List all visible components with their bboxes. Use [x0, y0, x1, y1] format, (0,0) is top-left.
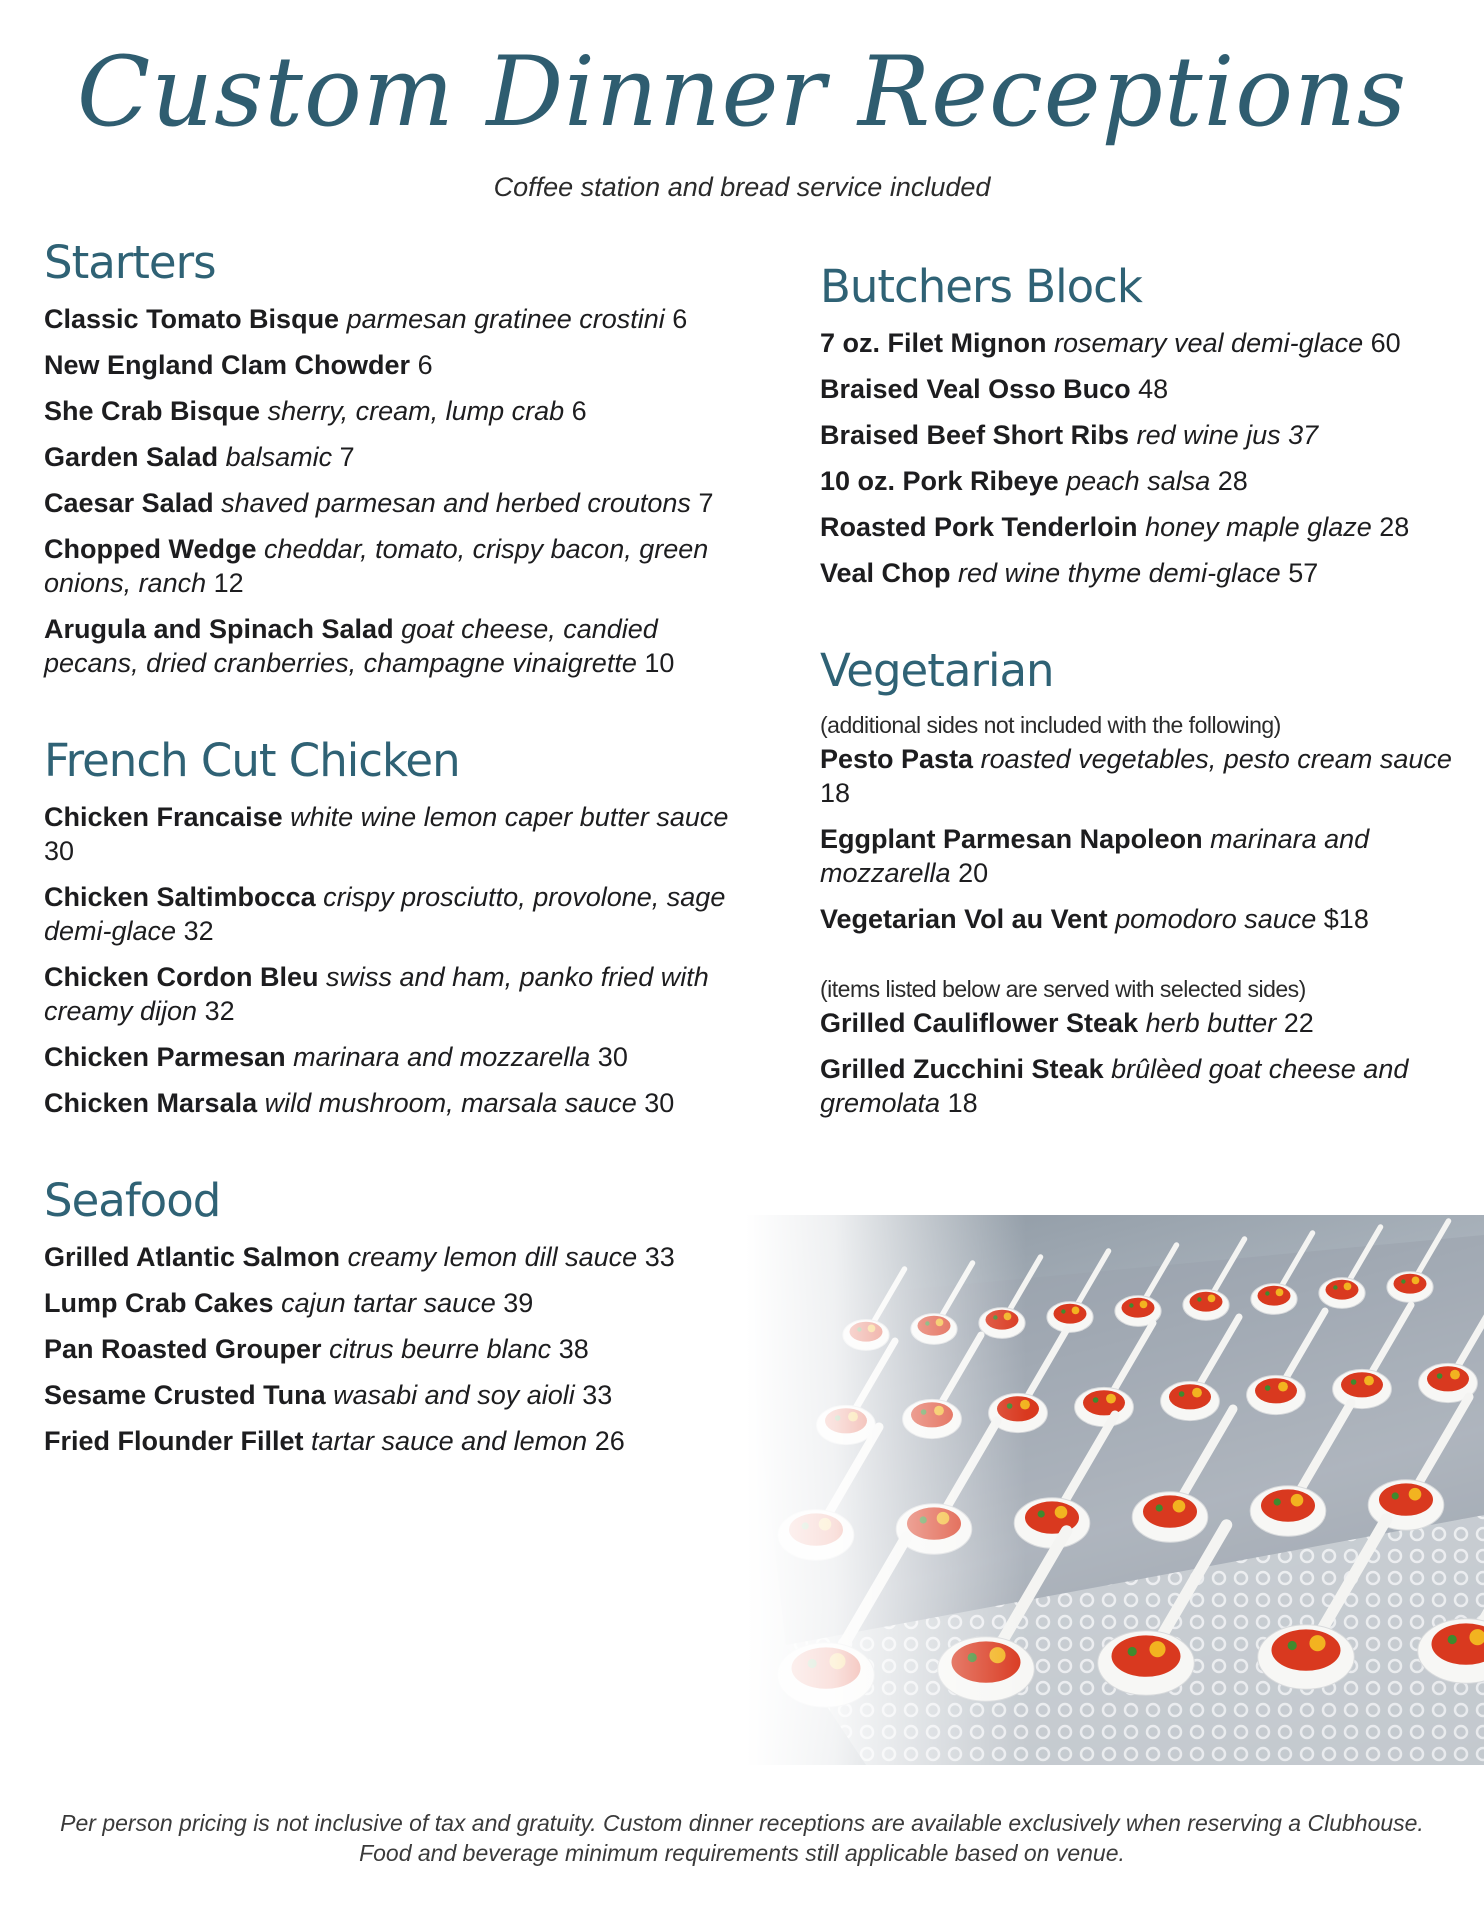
menu-item-name: Braised Veal Osso Buco — [820, 374, 1131, 404]
section-vegetarian — [820, 642, 1460, 1120]
menu-item — [820, 1006, 1460, 1040]
menu-item-name: Chicken Francaise — [44, 802, 283, 832]
menu-item-price: 18 — [947, 1088, 978, 1118]
menu-item-price: 22 — [1283, 1008, 1314, 1038]
right-column — [820, 258, 1460, 1132]
menu-item — [820, 326, 1460, 360]
menu-item — [44, 1240, 744, 1274]
menu-item-name: Sesame Crusted Tuna — [44, 1380, 326, 1410]
menu-item — [44, 1086, 744, 1120]
menu-item-description: red wine thyme demi-glace — [958, 558, 1281, 588]
menu-item — [820, 510, 1460, 544]
menu-item — [44, 1378, 744, 1412]
menu-item-name: Chicken Cordon Bleu — [44, 962, 319, 992]
menu-item-description: herb butter — [1145, 1008, 1277, 1038]
menu-item — [44, 532, 744, 600]
menu-item-description: honey maple glaze — [1145, 512, 1372, 542]
menu-item-name: Grilled Cauliflower Steak — [820, 1008, 1139, 1038]
left-column — [44, 234, 744, 1470]
menu-item-price: 60 — [1370, 328, 1401, 358]
section-title: Starters — [44, 236, 216, 289]
menu-item-description: rosemary veal demi-glace — [1054, 328, 1364, 358]
menu-item-name: Garden Salad — [44, 442, 219, 472]
menu-item — [820, 418, 1460, 452]
menu-item-description: red wine jus 37 — [1136, 420, 1319, 450]
menu-list — [820, 326, 1460, 590]
menu-list — [44, 302, 744, 680]
section-title: Seafood — [44, 1174, 221, 1227]
menu-item-price: 20 — [958, 858, 989, 888]
menu-item-name: Pan Roasted Grouper — [44, 1334, 322, 1364]
section-title: Vegetarian — [820, 644, 1054, 697]
menu-item — [44, 1286, 744, 1320]
menu-item-price: 33 — [644, 1242, 675, 1272]
menu-item-description: tartar sauce and lemon — [311, 1426, 588, 1456]
menu-item-description: white wine lemon caper butter sauce — [290, 802, 729, 832]
menu-item-price: 57 — [1288, 558, 1319, 588]
menu-item-name: 10 oz. Pork Ribeye — [820, 466, 1059, 496]
menu-item-description: citrus beurre blanc — [329, 1334, 552, 1364]
menu-item-price: 48 — [1138, 374, 1169, 404]
menu-item-description: parmesan gratinee crostini — [346, 304, 665, 334]
menu-item-price: $18 — [1323, 904, 1369, 934]
menu-item-description: marinara and mozzarella — [820, 824, 1370, 888]
menu-item — [44, 1424, 744, 1458]
menu-item-price: 6 — [672, 304, 688, 334]
menu-item-name: Pesto Pasta — [820, 744, 974, 774]
menu-item-price: 28 — [1217, 466, 1248, 496]
menu-list — [820, 1006, 1460, 1120]
section-note: (additional sides not included with the following) — [820, 712, 1281, 738]
menu-item-price: 7 — [698, 488, 714, 518]
menu-item — [820, 556, 1460, 590]
menu-item — [44, 348, 744, 382]
page-title: Custom Dinner Receptions — [76, 36, 1408, 148]
menu-item-price: 7 — [339, 442, 355, 472]
section-title: Butchers Block — [820, 260, 1142, 313]
menu-item-description: balsamic — [225, 442, 333, 472]
menu-list — [820, 742, 1460, 936]
menu-item-name: Fried Flounder Fillet — [44, 1426, 304, 1456]
menu-item-name: She Crab Bisque — [44, 396, 261, 426]
menu-item-price: 12 — [213, 568, 244, 598]
menu-item-price: 32 — [183, 916, 214, 946]
menu-item — [44, 612, 744, 680]
section-chicken — [44, 732, 744, 1120]
section-starters — [44, 234, 744, 680]
section-title: French Cut Chicken — [44, 734, 460, 787]
menu-item-description: shaved parmesan and herbed croutons — [221, 488, 691, 518]
menu-item-price: 39 — [503, 1288, 534, 1318]
menu-item — [44, 880, 744, 948]
menu-item-description: marinara and mozzarella — [293, 1042, 591, 1072]
menu-list — [44, 800, 744, 1120]
menu-item-description: roasted vegetables, pesto cream sauce — [980, 744, 1452, 774]
menu-item — [44, 800, 744, 868]
menu-item-description: wild mushroom, marsala sauce — [264, 1088, 637, 1118]
menu-item — [820, 822, 1460, 890]
menu-item-description: wasabi and soy aioli — [333, 1380, 575, 1410]
menu-item-price: 30 — [597, 1042, 628, 1072]
menu-item-name: Arugula and Spinach Salad — [44, 614, 394, 644]
menu-item-name: Chopped Wedge — [44, 534, 257, 564]
menu-item-name: Eggplant Parmesan Napoleon — [820, 824, 1203, 854]
menu-item-name: Grilled Zucchini Steak — [820, 1054, 1104, 1084]
menu-item-name: Lump Crab Cakes — [44, 1288, 274, 1318]
menu-item-description: cajun tartar sauce — [281, 1288, 496, 1318]
menu-item-name: Classic Tomato Bisque — [44, 304, 340, 334]
menu-list — [44, 1240, 744, 1458]
menu-item-price: 38 — [558, 1334, 589, 1364]
food-photo — [746, 1215, 1484, 1765]
menu-item-name: Caesar Salad — [44, 488, 214, 518]
menu-item-price: 6 — [417, 350, 433, 380]
menu-item — [820, 742, 1460, 810]
menu-item-name: Roasted Pork Tenderloin — [820, 512, 1138, 542]
menu-item-description: sherry, cream, lump crab — [267, 396, 565, 426]
menu-item-description: swiss and ham, panko fried with creamy dijon — [44, 962, 709, 1026]
menu-item-description: peach salsa — [1066, 466, 1211, 496]
menu-item-name: Grilled Atlantic Salmon — [44, 1242, 341, 1272]
menu-item — [44, 302, 744, 336]
menu-item — [44, 1040, 744, 1074]
menu-item-price: 30 — [44, 836, 75, 866]
section-seafood — [44, 1172, 744, 1458]
menu-item-name: Braised Beef Short Ribs — [820, 420, 1130, 450]
menu-item — [44, 440, 744, 474]
menu-item-price: 26 — [594, 1426, 625, 1456]
menu-item-name: Veal Chop — [820, 558, 951, 588]
menu-item-name: New England Clam Chowder — [44, 350, 411, 380]
section-note: (items listed below are served with selected sides) — [820, 976, 1306, 1002]
section-butchers-block — [820, 258, 1460, 590]
menu-item — [44, 960, 744, 1028]
menu-item-description: cheddar, tomato, crispy bacon, green onions, ranch — [44, 534, 709, 598]
menu-item-price: 28 — [1379, 512, 1410, 542]
menu-item — [44, 1332, 744, 1366]
menu-item-name: Vegetarian Vol au Vent — [820, 904, 1108, 934]
menu-item-name: Chicken Parmesan — [44, 1042, 286, 1072]
menu-item-name: 7 oz. Filet Mignon — [820, 328, 1047, 358]
menu-item — [44, 394, 744, 428]
menu-item-price: 33 — [582, 1380, 613, 1410]
menu-item-price: 6 — [571, 396, 587, 426]
menu-item — [44, 486, 744, 520]
menu-item-price: 18 — [820, 778, 851, 808]
menu-item-description: crispy prosciutto, provolone, sage demi-glace — [44, 882, 726, 946]
menu-item-price: 10 — [644, 648, 675, 678]
menu-item-price: 32 — [204, 996, 235, 1026]
menu-item — [820, 1052, 1460, 1120]
page-subtitle: Coffee station and bread service included — [493, 172, 991, 202]
footer-disclaimer: Per person pricing is not inclusive of tax and gratuity. Custom dinner receptions are available exclusively when reserving a Clubhouse. Food and beverage minimum requirements still applicable based on venue. — [60, 1810, 1424, 1866]
menu-item-description: goat cheese, candied pecans, dried cranberries, champagne vinaigrette — [44, 614, 658, 678]
menu-item-name: Chicken Marsala — [44, 1088, 258, 1118]
menu-item-description: brûlèed goat cheese and gremolata — [820, 1054, 1409, 1118]
menu-item-price: 30 — [644, 1088, 675, 1118]
menu-item-name: Chicken Saltimbocca — [44, 882, 316, 912]
menu-item — [820, 902, 1460, 936]
menu-item — [820, 464, 1460, 498]
menu-item-description: pomodoro sauce — [1115, 904, 1317, 934]
menu-item-description: creamy lemon dill sauce — [347, 1242, 638, 1272]
menu-item — [820, 372, 1460, 406]
